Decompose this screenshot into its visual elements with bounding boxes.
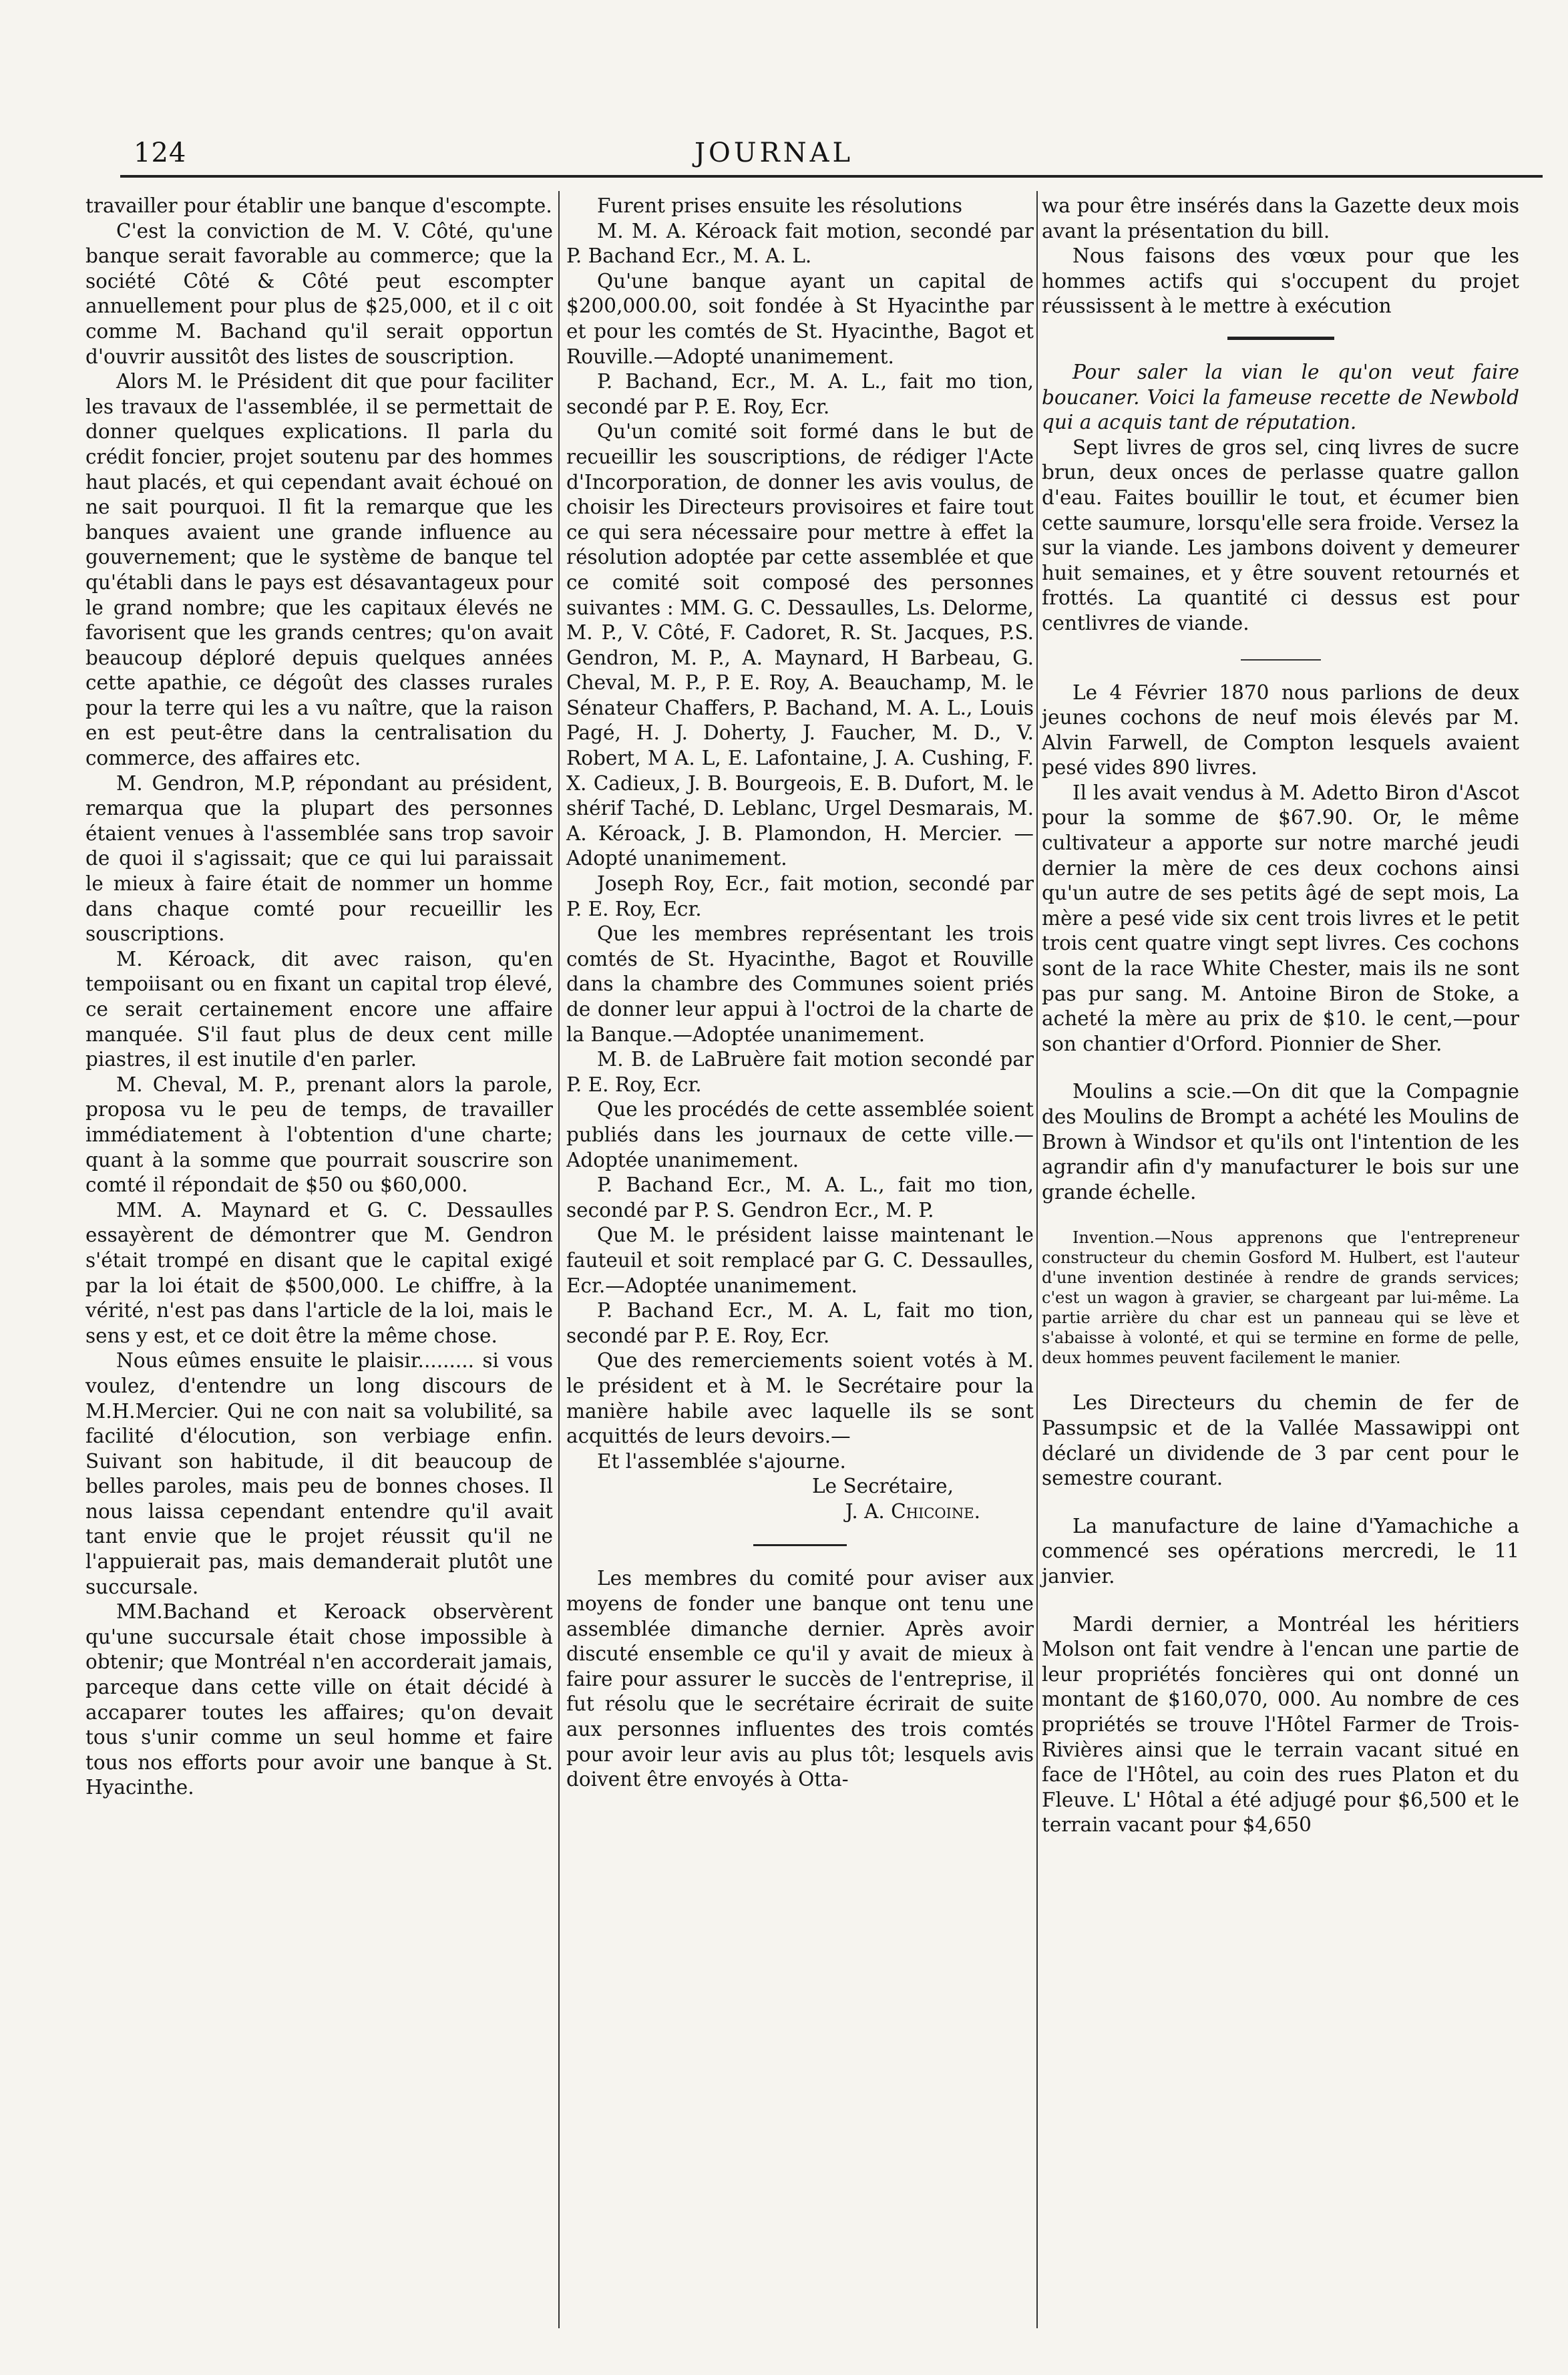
paragraph: Nous eûmes ensuite le plaisir......... si vous voulez, d'entendre un long discours de M.H.Mercier. Qui ne con nait sa volubilité, sa facilité d'élocution, son verbiage enfin. Suivant son habitude, il dit beaucoup de belles paroles, mais peu de bonnes choses. Il nous laissa cependant entendre qu'il avait tant envie que le projet réussit qu'il ne l'appuierait pas, mais demanderait plutôt une succursale. xyxy=(85,1349,553,1598)
paragraph: Sept livres de gros sel, cinq livres de sucre brun, deux onces de perlasse quatre gallon d'eau. Faites bouillir le tout, et écumer bien cette saumure, lorsqu'elle sera froide. Versez la sur la viande. Les jambons doivent y demeurer huit semaines, et y être souvent retournés et frottés. La quantité ci dessus est pour centlivres de viande. xyxy=(1042,435,1519,634)
paragraph: Le 4 Février 1870 nous parlions de deux jeunes cochons de neuf mois élevés par M. Alvin Farwell, de Compton lesquels avaient pesé vides 890 livres. xyxy=(1042,681,1519,779)
paragraph: Moulins a scie.—On dit que la Compagnie des Moulins de Brompt a achété les Moulins de Brown à Windsor et qu'ils ont l'intention de les agrandir afin d'y manufacturer le bois sur une grande échelle. xyxy=(1042,1080,1519,1204)
paragraph: M. Gendron, M.P, répondant au président, remarqua que la plupart des personnes étaient venues à l'assemblée sans trop savoir de quoi il s'agissait; que ce qui lui paraissait le mieux à faire était de nommer un homme dans chaque comté pour recueillir les souscriptions. xyxy=(85,771,553,946)
paragraph: travailler pour établir une banque d'escompte. xyxy=(85,194,552,217)
paragraph: M. M. A. Kéroack fait motion, secondé par P. Bachand Ecr., M. A. L. xyxy=(566,219,1034,268)
paragraph: Il les avait vendus à M. Adetto Biron d'Ascot pour la somme de $67.90. Or, le même cultivateur a apporte sur notre marché jeudi dernier la mère de ces deux cochons ainsi qu'un autre de ses petits âgé de sept mois, La mère a pesé vide six cent trois livres et le petit trois cent quatre vingt sept livres. Ces cochons sont de la race White Chester, mais ils ne sont pas pur sang. M. Antoine Biron de Stoke, a acheté la mère au prix de $10. le cent,—pour son chantier d'Orford. Pionnier de Sher. xyxy=(1042,781,1519,1055)
paragraph: Les Directeurs du chemin de fer de Passumpsic et de la Vallée Massawippi ont déclaré un dividende de 3 par cent pour le semestre courant. xyxy=(1042,1391,1519,1490)
column-rule-right xyxy=(1036,191,1038,2328)
paragraph: P. Bachand Ecr., M. A. L., fait mo tion, secondé par P. S. Gendron Ecr., M. P. xyxy=(566,1173,1034,1222)
paragraph: Que des remerciements soient votés à M. le président et à M. le Secrétaire pour la manière habile avec laquelle ils se sont acquittés de leurs devoirs.— xyxy=(566,1349,1034,1448)
paragraph: Que M. le président laisse maintenant le fauteuil et soit remplacé par G. C. Dessaulles, Ecr.—Adoptée unanimement. xyxy=(566,1224,1034,1297)
page-title: JOURNAL xyxy=(695,138,854,168)
header-rule xyxy=(120,175,1543,178)
signature-name: J. A. Chicoine. xyxy=(845,1499,980,1523)
paragraph: P. Bachand, Ecr., M. A. L., fait mo tion, secondé par P. E. Roy, Ecr. xyxy=(566,370,1034,418)
paragraph: Les membres du comité pour aviser aux moyens de fonder une banque ont tenu une assemblée dimanche dernier. Après avoir discuté ensemble ce qu'il y avait de mieux à faire pour assurer le succès de l'entreprise, il fut résolu que le secrétaire écrirait de suite aux personnes influentes des trois comtés pour avoir leur avis au plus tôt; lesquels avis doivent être envoyés à Otta- xyxy=(566,1567,1034,1791)
paragraph: Qu'une banque ayant un capital de $200,000.00, soit fondée à St Hyacinthe par et pour les comtés de St. Hyacinthe, Bagot et Rouville.—Adopté unanimement. xyxy=(566,269,1034,368)
column-3 xyxy=(1042,194,1519,1838)
paragraph: wa pour être insérés dans la Gazette deux mois avant la présentation du bill. xyxy=(1042,194,1519,242)
paragraph: Nous faisons des vœux pour que les hommes actifs qui s'occupent du projet réussissent à le mettre à exécution xyxy=(1042,244,1519,318)
page-number: 124 xyxy=(134,138,187,168)
paragraph: Furent prises ensuite les résolutions xyxy=(597,194,963,217)
paragraph: MM.Bachand et Keroack observèrent qu'une succursale était chose impossible à obtenir; que Montréal n'en accorderait jamais, parceque dans cette ville on était décidé à accaparer toutes les affaires; qu'on devait tous s'unir comme un seul homme et faire tous nos efforts pour avoir une banque à St. Hyacinthe. xyxy=(85,1600,553,1799)
paragraph: M. B. de LaBruère fait motion secondé par P. E. Roy, Ecr. xyxy=(566,1048,1034,1096)
paragraph: Pour saler la vian le qu'on veut faire boucaner. Voici la fameuse recette de Newbold qui a acquis tant de réputation. xyxy=(1042,360,1519,434)
paragraph: Que les procédés de cette assemblée soient publiés dans les journaux de cette ville.—Adoptée unanimement. xyxy=(566,1098,1034,1171)
paragraph: MM. A. Maynard et G. C. Dessaulles essayèrent de démontrer que M. Gendron s'était trompé en disant que le capital exigé par la loi était de $500,000. Le chiffre, à la vérité, n'est pas dans l'article de la loi, mais le sens y est, et ce doit être la même chose. xyxy=(85,1198,553,1347)
separator-rule xyxy=(1241,659,1321,661)
paragraph: Mardi dernier, a Montréal les héritiers Molson ont fait vendre à l'encan une partie de leur propriétés foncières qui ont donné un montant de $160,070, 000. Au nombre de ces propriétés se trouve l'Hôtel Farmer de Trois-Rivières ainsi que le terrain vacant situé en face de l'Hôtel, au coin des rues Platon et du Fleuve. L' Hôtal a été adjugé pour $6,500 et le terrain vacant pour $4,650 xyxy=(1042,1612,1519,1837)
column-1 xyxy=(85,194,553,1801)
column-rule-left xyxy=(558,191,560,2328)
paragraph: Alors M. le Président dit que pour faciliter les travaux de l'assemblée, il se permettait de donner quelques explications. Il parla du crédit foncier, projet soutenu par des hommes haut placés, et qui cependant avait échoué on ne sait pourquoi. Il fit la remarque que les banques avaient une grande influence au gouvernement; que le système de banque tel qu'établi dans le pays est désavantageux pour le grand nombre; que les capitaux élevés ne favorisent que les grands centres; qu'on avait beaucoup déploré depuis quelques années cette apathie, ce dégoût des classes rurales pour la terre qui les a vu naître, que la raison en est peut-être dans la centralisation du commerce, des affaires etc. xyxy=(85,370,553,770)
paragraph: C'est la conviction de M. V. Côté, qu'une banque serait favorable au commerce; que la société Côté & Côté peut escompter annuellement pour plus de $25,000, et il c oit comme M. Bachand qu'il serait opportun d'ouvrir aussitôt des listes de souscription. xyxy=(85,219,553,368)
paragraph: Et l'assemblée s'ajourne. xyxy=(597,1449,846,1473)
separator-rule xyxy=(1227,337,1334,340)
paragraph: La manufacture de laine d'Yamachiche a commencé ses opérations mercredi, le 11 janvier. xyxy=(1042,1514,1519,1588)
paragraph: P. Bachand Ecr., M. A. L, fait mo tion, secondé par P. E. Roy, Ecr. xyxy=(566,1299,1034,1347)
paragraph: Que les membres représentant les trois comtés de St. Hyacinthe, Bagot et Rouville dans la chambre des Communes soient priés de donner leur appui à l'octroi de la charte de la Banque.—Adoptée unanimement. xyxy=(566,922,1034,1046)
paragraph: M. Kéroack, dit avec raison, qu'en tempoiisant ou en fixant un capital trop élevé, ce serait certainement encore une affaire manquée. S'il faut plus de deux cent mille piastres, il est inutile d'en parler. xyxy=(85,947,553,1071)
paragraph: Joseph Roy, Ecr., fait motion, secondé par P. E. Roy, Ecr. xyxy=(566,872,1034,920)
paragraph: M. Cheval, M. P., prenant alors la parole, proposa vu le peu de temps, de travailler immédiatement à l'obtention d'une charte; quant à la somme que pourrait souscrire son comté il répondait de $50 ou $60,000. xyxy=(85,1073,553,1197)
column-2 xyxy=(566,194,1034,1793)
signature-title: Le Secrétaire, xyxy=(812,1475,954,1498)
paragraph: Invention.—Nous apprenons que l'entrepreneur constructeur du chemin Gosford M. Hulbert, est l'auteur d'une invention destinée à rendre de grands services; c'est un wagon à gravier, se chargeant par lui-même. La partie arrière du char est un panneau qui se lève et s'abaisse à volonté, et qui se termine en forme de pelle, deux hommes peuvent facilement le manier. xyxy=(1042,1228,1519,1368)
paragraph: Qu'un comité soit formé dans le but de recueillir les souscriptions, de rédiger l'Acte d'Incorporation, de donner les avis voulus, de choisir les Directeurs provisoires et faire tout ce qui sera nécessaire pour mettre à effet la résolution adoptée par cette assemblée et que ce comité soit composé des personnes suivantes : MM. G. C. Dessaulles, Ls. Delorme, M. P., V. Côté, F. Cadoret, R. St. Jacques, P.S. Gendron, M. P., A. Maynard, H Barbeau, G. Cheval, M. P., P. E. Roy, A. Beauchamp, M. le Sénateur Chaffers, P. Bachand, M. A. L., Louis Pagé, H. J. Doherty, J. Faucher, M. D., V. Robert, M A. L, E. Lafontaine, J. A. Cushing, F. X. Cadieux, J. B. Bourgeois, E. B. Dufort, M. le shérif Taché, D. Leblanc, Urgel Desmarais, M. A. Kéroack, J. B. Plamondon, H. Mercier. —Adopté unanimement. xyxy=(566,420,1034,870)
separator-rule xyxy=(753,1544,847,1546)
